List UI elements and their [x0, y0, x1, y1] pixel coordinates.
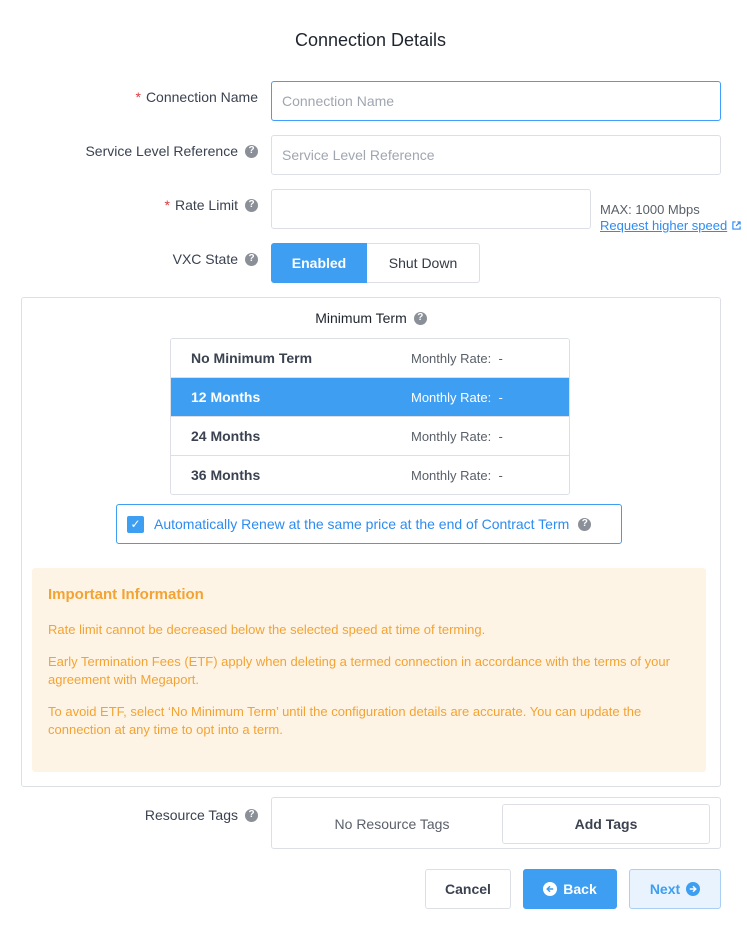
important-information-title: Important Information	[48, 586, 204, 603]
rate-label: Monthly Rate:	[411, 351, 492, 366]
rate-limit-input[interactable]	[271, 189, 591, 229]
rate-value: -	[498, 351, 503, 366]
term-option-name: 36 Months	[191, 467, 261, 483]
question-circle-icon[interactable]: ?	[245, 199, 258, 212]
required-mark: *	[135, 89, 141, 105]
rate-limit-label-text: Rate Limit	[174, 197, 238, 213]
term-option-24-months[interactable]	[171, 417, 569, 456]
service-level-reference-label	[85, 143, 258, 159]
no-resource-tags-text: No Resource Tags	[334, 816, 450, 832]
service-level-reference-row	[0, 135, 747, 175]
check-icon[interactable]: ✓	[127, 516, 144, 533]
rate-value: -	[498, 390, 503, 405]
request-higher-speed-text: Request higher speed	[600, 218, 728, 233]
rate-limit-max: MAX: 1000 Mbps	[600, 202, 700, 217]
connection-name-row	[0, 81, 747, 121]
rate-value: -	[498, 429, 503, 444]
minimum-term-title-text: Minimum Term	[315, 310, 407, 326]
term-option-name: 12 Months	[191, 389, 261, 405]
vxc-state-row	[0, 243, 747, 283]
next-button[interactable]	[629, 869, 721, 909]
rate-limit-row	[0, 189, 747, 233]
term-option-no-minimum[interactable]	[171, 339, 569, 378]
term-option-name: No Minimum Term	[191, 350, 313, 366]
term-option-rate	[411, 468, 503, 483]
question-circle-icon[interactable]: ?	[414, 312, 427, 325]
add-tags-button[interactable]: Add Tags	[502, 804, 710, 844]
vxc-state-label	[173, 251, 258, 267]
back-label: Back	[563, 881, 597, 897]
resource-tags-row	[0, 797, 747, 849]
rate-label: Monthly Rate:	[411, 390, 492, 405]
vxc-state-toggle	[271, 243, 480, 283]
minimum-term-panel	[21, 297, 721, 787]
resource-tags-label	[145, 807, 258, 823]
rate-label: Monthly Rate:	[411, 429, 492, 444]
term-option-rate	[411, 390, 503, 405]
term-option-name: 24 Months	[191, 428, 261, 444]
term-option-12-months[interactable]	[171, 378, 569, 417]
required-mark: *	[164, 197, 170, 213]
arrow-left-circle-icon	[543, 882, 557, 896]
request-higher-speed-link[interactable]	[600, 218, 741, 233]
minimum-term-list	[170, 338, 570, 495]
connection-name-label-text: Connection Name	[145, 89, 258, 105]
cancel-button[interactable]	[425, 869, 511, 909]
rate-value: -	[498, 468, 503, 483]
connection-name-input[interactable]	[271, 81, 721, 121]
important-information-box	[32, 568, 706, 772]
auto-renew-checkbox[interactable]	[116, 504, 622, 544]
external-link-icon	[732, 221, 741, 233]
vxc-state-label-text: VXC State	[172, 251, 238, 267]
resource-tags-label-text: Resource Tags	[144, 807, 238, 823]
service-level-reference-label-text: Service Level Reference	[85, 143, 238, 159]
question-circle-icon[interactable]: ?	[245, 145, 258, 158]
vxc-state-shutdown-button[interactable]: Shut Down	[367, 243, 480, 283]
info-paragraph: To avoid ETF, select ‘No Minimum Term’ until the configuration details are accurate. You can update the connection at any time to opt into a term.	[48, 704, 642, 737]
question-circle-icon[interactable]: ?	[245, 253, 258, 266]
next-label: Next	[649, 881, 681, 897]
service-level-reference-input[interactable]	[271, 135, 721, 175]
resource-tags-box	[271, 797, 721, 849]
rate-limit-label	[165, 197, 258, 213]
cancel-label: Cancel	[445, 881, 491, 897]
back-button[interactable]	[523, 869, 617, 909]
term-option-36-months[interactable]	[171, 456, 569, 495]
arrow-right-circle-icon	[686, 882, 700, 896]
term-option-rate	[411, 351, 503, 366]
page-title: Connection Details	[294, 30, 447, 50]
minimum-term-title	[22, 310, 720, 326]
vxc-state-enabled-button[interactable]: Enabled	[271, 243, 367, 283]
question-circle-icon[interactable]: ?	[578, 518, 591, 531]
info-paragraph: Rate limit cannot be decreased below the selected speed at time of terming.	[48, 622, 486, 637]
auto-renew-label: Automatically Renew at the same price at the end of Contract Term	[154, 516, 570, 532]
info-paragraph: Early Termination Fees (ETF) apply when deleting a termed connection in accordance with the terms of your agreement with Megaport.	[48, 654, 670, 687]
term-option-rate	[411, 429, 503, 444]
question-circle-icon[interactable]: ?	[245, 809, 258, 822]
rate-label: Monthly Rate:	[411, 468, 492, 483]
connection-name-label	[135, 89, 258, 105]
